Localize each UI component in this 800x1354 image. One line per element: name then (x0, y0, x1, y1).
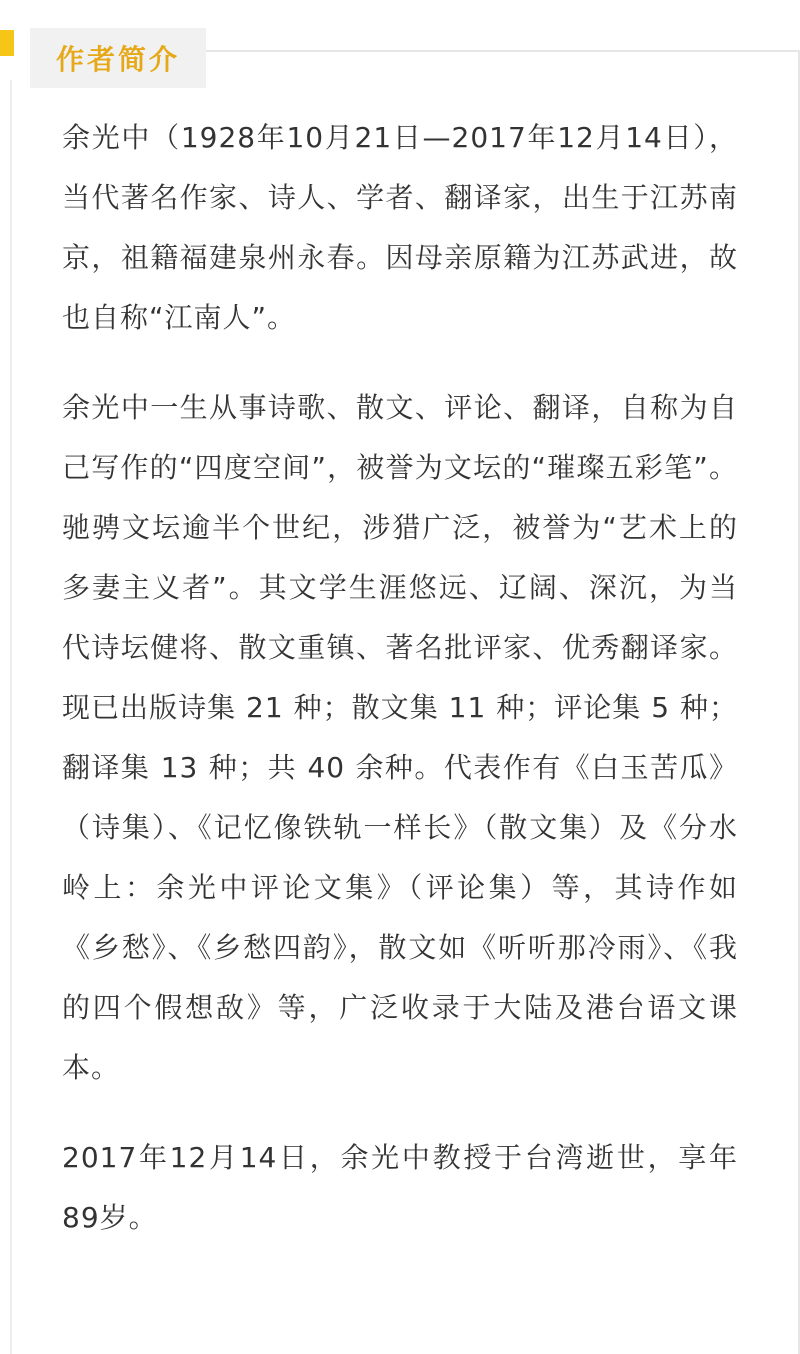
paragraph-biography: 余光中（1928年10月21日—2017年12月14日），当代著名作家、诗人、学者、翻译家，出生于江苏南京，祖籍福建泉州永春。因母亲原籍为江苏武进，故也自称“江南人”。 (62, 121, 738, 334)
paragraph-career: 余光中一生从事诗歌、散文、评论、翻译，自称为自己写作的“四度空间”，被誉为文坛的“璀璨五彩笔”。驰骋文坛逾半个世纪，涉猎广泛，被誉为“艺术上的多妻主义者”。其文学生涯悠远、辽阔、深沉，为当代诗坛健将、散文重镇、著名批评家、优秀翻译家。现已出版诗集 21 种；散文集 11 种；评论集 5 种；翻译集 13 种；共 40 余种。代表作有《白玉苦瓜》（诗集）、《记忆像铁轨一样长》（散文集）及《分水岭上：余光中评论文集》（评论集）等，其诗作如《乡愁》、《乡愁四韵》，散文如《听听那冷雨》、《我的四个假想敌》等，广泛收录于大陆及港台语文课本。 (62, 391, 738, 1084)
accent-bar (0, 30, 14, 56)
paragraph-death: 2017年12月14日，余光中教授于台湾逝世，享年89岁。 (62, 1141, 738, 1234)
frame-left-border (10, 80, 12, 1354)
section-title-box (30, 28, 206, 88)
article-body (62, 108, 738, 1278)
frame-top-border (206, 50, 800, 52)
section-title: 作者简介 (55, 43, 180, 76)
